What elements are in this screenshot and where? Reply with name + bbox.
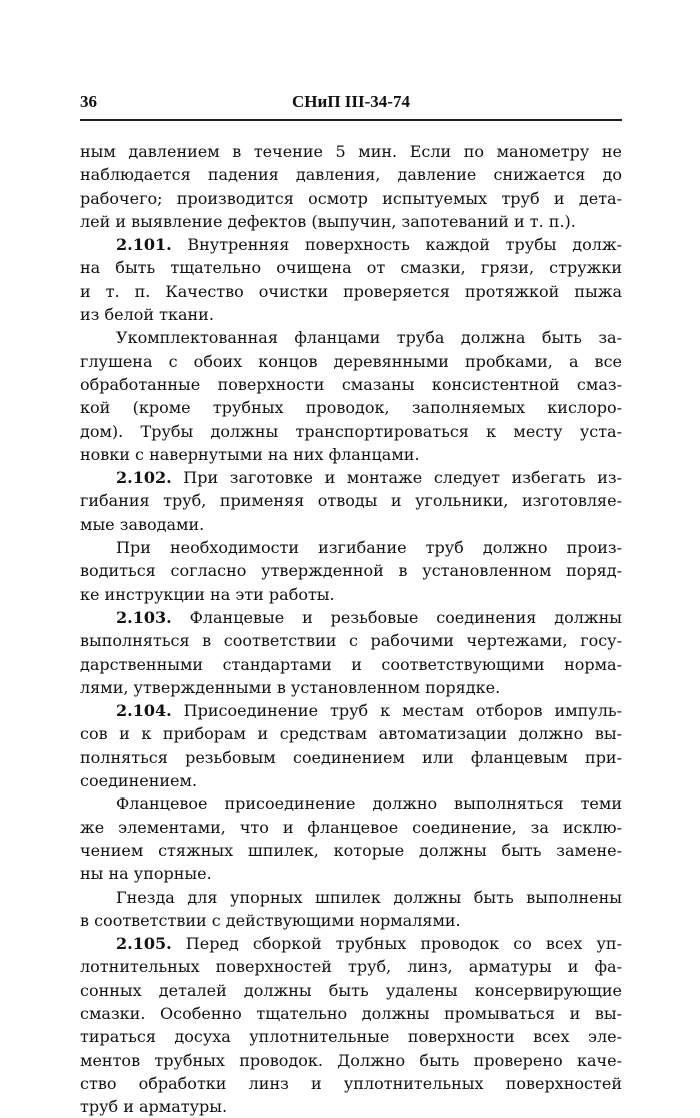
line-text: Присоединение труб к местам отборов импуль- — [171, 701, 622, 721]
text-line — [80, 746, 622, 769]
line-text: сов и к приборам и средствам автоматизации должно вы- — [80, 724, 622, 744]
text-line — [80, 559, 622, 582]
line-text: Фланцевые и резьбовые соединения должны — [171, 607, 622, 627]
line-text: же элементами, что и фланцевое соединение, за исклю- — [80, 817, 622, 837]
text-line — [80, 1095, 622, 1118]
line-text: чением стяжных шпилек, которые должны быть замене- — [80, 840, 622, 860]
text-line — [80, 420, 622, 443]
text-line — [80, 1025, 622, 1048]
section-number: 2.105. — [116, 934, 172, 954]
body-text — [80, 140, 622, 1118]
text-line — [80, 653, 622, 676]
line-text: наблюдается падения давления, давление снижается до — [80, 165, 622, 185]
line-text: дом). Трубы должны транспортироваться к месту уста- — [80, 421, 622, 441]
line-text: из белой ткани. — [80, 305, 214, 325]
line-text: соединением. — [80, 771, 198, 791]
line-text: труб и арматуры. — [80, 1097, 228, 1117]
page-header — [80, 92, 622, 118]
page-number: 36 — [80, 92, 97, 111]
text-line — [80, 629, 622, 652]
text-line — [80, 163, 622, 186]
line-text: лями, утвержденными в установленном порядке. — [80, 677, 501, 697]
line-text: Гнезда для упорных шпилек должны быть выполнены — [116, 887, 622, 907]
section-number: 2.102. — [116, 468, 172, 488]
line-text: лей и выявление дефектов (выпучин, запотеваний и т. п.). — [80, 211, 576, 231]
text-line — [80, 256, 622, 279]
line-text: в соответствии с действующими нормалями. — [80, 910, 461, 930]
text-line — [80, 862, 622, 885]
text-line — [80, 350, 622, 373]
line-text: дарственными стандартами и соответствующими норма- — [80, 654, 622, 674]
line-text: обработанные поверхности смазаны консистентной смаз- — [80, 374, 622, 394]
line-text: на быть тщательно очищена от смазки, грязи, стружки — [80, 258, 622, 278]
line-text: Укомплектованная фланцами труба должна быть за- — [116, 328, 622, 348]
line-text: ке инструкции на эти работы. — [80, 584, 335, 604]
text-line — [80, 1002, 622, 1025]
text-line — [80, 326, 622, 349]
section-number: 2.104. — [116, 701, 172, 721]
text-line — [80, 140, 622, 163]
text-line — [80, 909, 622, 932]
line-text: и т. п. Качество очистки проверяется протяжкой пыжа — [80, 281, 622, 301]
text-line — [80, 792, 622, 815]
text-line — [80, 280, 622, 303]
section-number: 2.101. — [116, 235, 172, 255]
text-line — [80, 1049, 622, 1072]
line-text: ным давлением в течение 5 мин. Если по манометру не — [80, 142, 622, 161]
line-text: тираться досуха уплотнительные поверхности всех эле- — [80, 1027, 622, 1047]
line-text: лотнительных поверхностей труб, линз, арматуры и фа- — [80, 957, 622, 977]
text-line — [80, 676, 622, 699]
line-text: Фланцевое присоединение должно выполняться теми — [116, 794, 622, 814]
text-line — [80, 443, 622, 466]
text-line — [80, 699, 622, 722]
line-text: ны на упорные. — [80, 864, 212, 884]
text-line — [80, 583, 622, 606]
line-text: ментов трубных проводок. Должно быть проверено каче- — [80, 1050, 622, 1070]
text-line — [80, 373, 622, 396]
text-line — [80, 489, 622, 512]
text-line — [80, 210, 622, 233]
line-text: гибания труб, применяя отводы и угольники, изготовляе- — [80, 491, 622, 511]
text-line — [80, 513, 622, 536]
text-line — [80, 955, 622, 978]
text-line — [80, 536, 622, 559]
line-text: Внутренняя поверхность каждой трубы долж- — [171, 235, 622, 255]
line-text: глушена с обоих концов деревянными пробками, а все — [80, 351, 622, 371]
header-rule — [80, 119, 622, 121]
text-line — [80, 722, 622, 745]
line-text: смазки. Особенно тщательно должны промываться и вы- — [80, 1003, 622, 1023]
line-text: мые заводами. — [80, 514, 205, 534]
line-text: кой (кроме трубных проводок, заполняемых кислоро- — [80, 398, 622, 418]
text-line — [80, 839, 622, 862]
line-text: выполняться в соответствии с рабочими чертежами, госу- — [80, 631, 622, 651]
text-line — [80, 396, 622, 419]
text-line — [80, 1072, 622, 1095]
line-text: сонных деталей должны быть удалены консервирующие — [80, 980, 622, 1000]
line-text: ство обработки линз и уплотнительных поверхностей — [80, 1073, 622, 1093]
text-line — [80, 932, 622, 955]
running-title: СНиП III-34-74 — [292, 92, 410, 111]
text-line — [80, 979, 622, 1002]
section-number: 2.103. — [116, 607, 172, 627]
text-line — [80, 886, 622, 909]
line-text: При необходимости изгибание труб должно произ- — [116, 538, 622, 558]
text-line — [80, 816, 622, 839]
line-text: новки с навернутыми на них фланцами. — [80, 444, 420, 464]
line-text: При заготовке и монтаже следует избегать из- — [171, 468, 622, 488]
text-line — [80, 233, 622, 256]
text-line — [80, 187, 622, 210]
text-line — [80, 606, 622, 629]
text-line — [80, 769, 622, 792]
line-text: рабочего; производится осмотр испытуемых труб и дета- — [80, 188, 622, 208]
text-line — [80, 303, 622, 326]
line-text: полняться резьбовым соединением или фланцевым при- — [80, 747, 622, 767]
text-line — [80, 466, 622, 489]
line-text: водиться согласно утвержденной в установленном поряд- — [80, 561, 622, 581]
line-text: Перед сборкой трубных проводок со всех уп- — [171, 934, 622, 954]
